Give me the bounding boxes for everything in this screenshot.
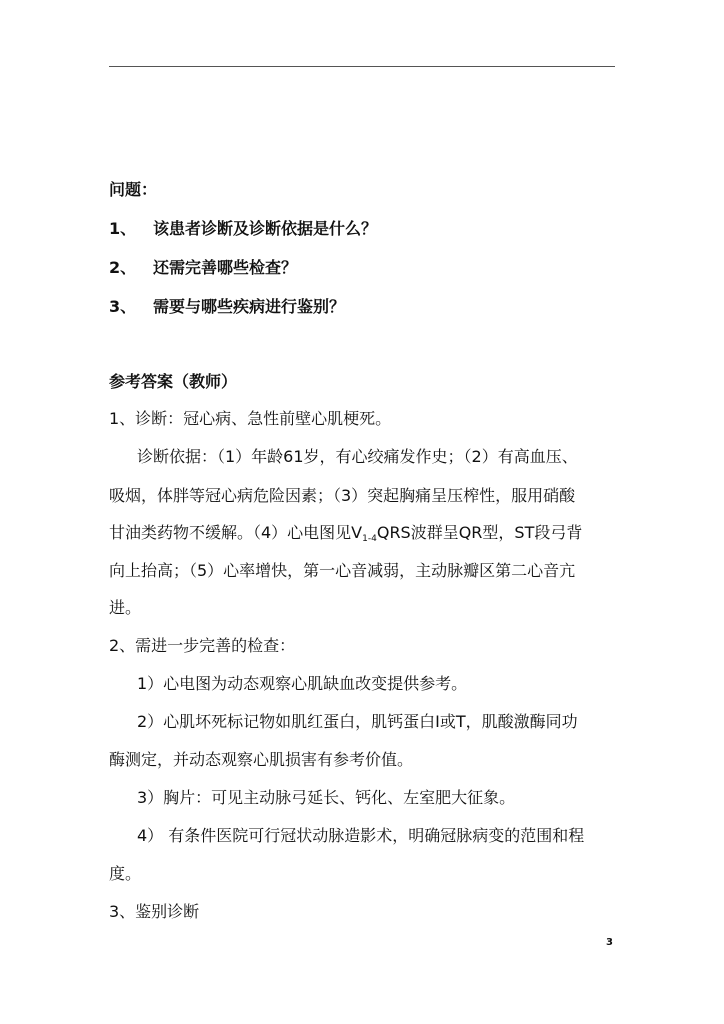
basis-line: 诊断依据：（1）年龄61岁，有心绞痛发作史；（2）有高血压、 — [137, 447, 578, 466]
header-rule — [109, 66, 615, 67]
basis-text: QRS波群呈QR型，ST段弓背 — [376, 523, 583, 542]
questions-heading: 问题： — [109, 180, 158, 199]
basis-line — [109, 523, 582, 543]
exam-item: 4） 有条件医院可行冠状动脉造影术，明确冠脉病变的范围和程 — [137, 826, 585, 845]
exam-item: 2）心肌坏死标记物如肌红蛋白，肌钙蛋白I或T，肌酸激酶同功 — [137, 712, 578, 731]
lead-subscript: 1-4 — [362, 534, 377, 544]
basis-line: 向上抬高；（5）心率增快，第一心音减弱，主动脉瓣区第二心音亢 — [109, 561, 576, 580]
basis-line: 吸烟，体胖等冠心病危险因素；（3）突起胸痛呈压榨性，服用硝酸 — [109, 486, 576, 505]
answers-heading: 参考答案（教师） — [109, 372, 238, 391]
diagnosis-line: 1、诊断：冠心病、急性前壁心肌梗死。 — [109, 409, 392, 428]
question-2 — [109, 258, 297, 278]
question-1 — [109, 219, 377, 239]
exam-item: 度。 — [109, 864, 142, 883]
basis-text: 甘油类药物不缓解。（4）心电图见V — [109, 523, 363, 542]
exam-item: 3）胸片：可见主动脉弓延长、钙化、左室肥大征象。 — [137, 788, 516, 807]
question-text: 需要与哪些疾病进行鉴别？ — [153, 297, 346, 316]
exam-item: 1）心电图为动态观察心肌缺血改变提供参考。 — [137, 674, 468, 693]
basis-line: 进。 — [109, 598, 142, 617]
question-3 — [109, 297, 345, 317]
question-number: 1、 — [109, 219, 137, 238]
exam-heading: 2、需进一步完善的检查： — [109, 636, 296, 655]
question-number: 2、 — [109, 258, 137, 277]
differential-heading: 3、鉴别诊断 — [109, 902, 200, 921]
question-text: 还需完善哪些检查？ — [153, 258, 298, 277]
page-number: 3 — [606, 937, 613, 948]
exam-item: 酶测定，并动态观察心肌损害有参考价值。 — [109, 750, 414, 769]
question-text: 该患者诊断及诊断依据是什么？ — [153, 219, 378, 238]
question-number: 3、 — [109, 297, 137, 316]
